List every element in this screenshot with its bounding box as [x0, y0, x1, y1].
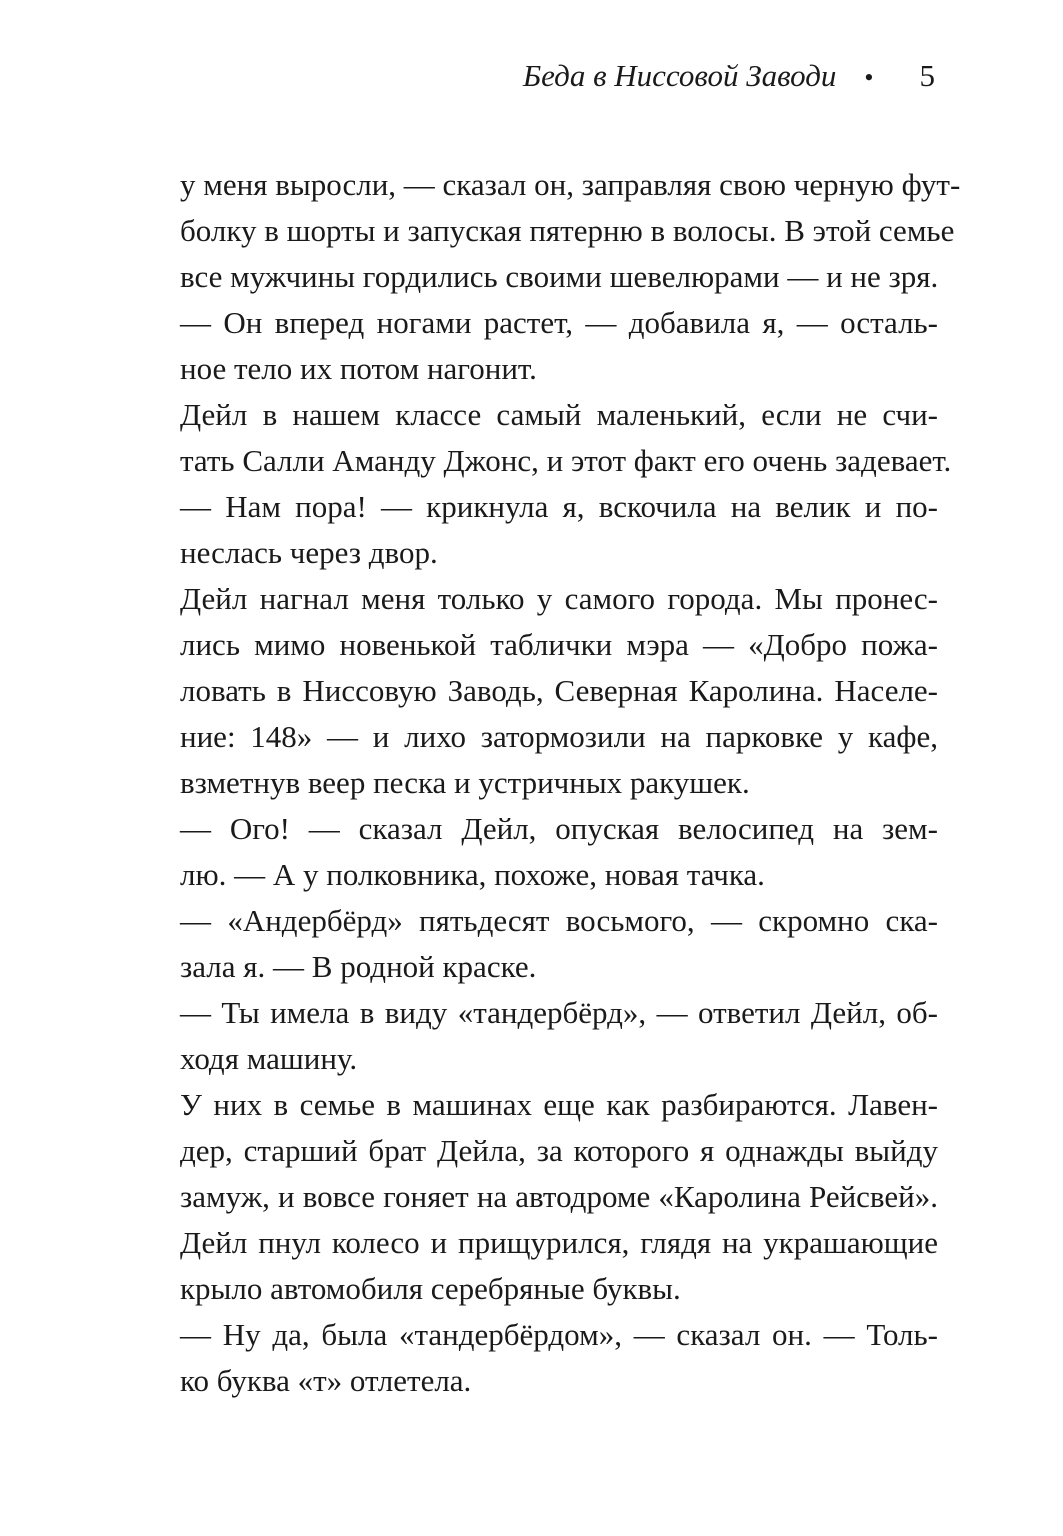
text-line: — «Андербёрд» пятьдесят восьмого, — скромно ска-: [180, 903, 938, 938]
running-header: [120, 58, 935, 102]
text-line: ловать в Ниссовую Заводь, Северная Каролина. Населе-: [180, 673, 938, 708]
text-line: замуж, и вовсе гоняет на автодроме «Каролина Рейсвей».: [180, 1179, 938, 1214]
text-line: крыло автомобиля серебряные буквы.: [180, 1271, 681, 1306]
text-line: ходя машину.: [180, 1041, 358, 1076]
body-text: [180, 162, 961, 1404]
text-line: все мужчины гордились своими шевелюрами — и не зря.: [180, 259, 939, 294]
text-line: — Он вперед ногами растет, — добавила я, — осталь-: [180, 305, 938, 340]
text-line: у меня выросли, — сказал он, заправляя свою черную фут-: [180, 167, 961, 202]
text-line: ное тело их потом нагонит.: [180, 351, 537, 386]
text-line: взметнув веер песка и устричных ракушек.: [180, 765, 750, 800]
text-line: Дейл в нашем классе самый маленький, если не счи-: [180, 397, 938, 432]
running-title: Беда в Ниссовой Заводи: [522, 58, 837, 93]
text-line: Дейл пнул колесо и прищурился, глядя на украшающие: [180, 1225, 938, 1260]
text-line: болку в шорты и запуская пятерню в волосы. В этой семье: [180, 213, 955, 248]
header-bullet: •: [864, 63, 874, 92]
text-line: дер, старший брат Дейла, за которого я однажды выйду: [180, 1133, 938, 1168]
text-line: — Ого! — сказал Дейл, опуская велосипед на зем-: [180, 811, 938, 846]
text-line: — Нам пора! — крикнула я, вскочила на велик и по-: [180, 489, 938, 524]
text-line: лю. — А у полковника, похоже, новая тачка.: [180, 857, 765, 892]
text-line: Дейл нагнал меня только у самого города. Мы пронес-: [180, 581, 938, 616]
text-line: ние: 148» — и лихо затормозили на парковке у кафе,: [180, 719, 938, 754]
text-line: тать Салли Аманду Джонс, и этот факт его очень задевает.: [180, 443, 952, 478]
text-line: — Ну да, была «тандербёрдом», — сказал он. — Толь-: [180, 1317, 938, 1352]
text-line: неслась через двор.: [180, 535, 438, 570]
text-line: ко буква «т» отлетела.: [180, 1363, 472, 1398]
text-line: У них в семье в машинах еще как разбираются. Лавен-: [180, 1087, 938, 1122]
text-line: зала я. — В родной краске.: [180, 949, 537, 984]
text-line: — Ты имела в виду «тандербёрд», — ответил Дейл, об-: [180, 995, 938, 1030]
page-number: 5: [919, 58, 935, 93]
text-line: лись мимо новенькой таблички мэра — «Добро пожа-: [180, 627, 938, 662]
